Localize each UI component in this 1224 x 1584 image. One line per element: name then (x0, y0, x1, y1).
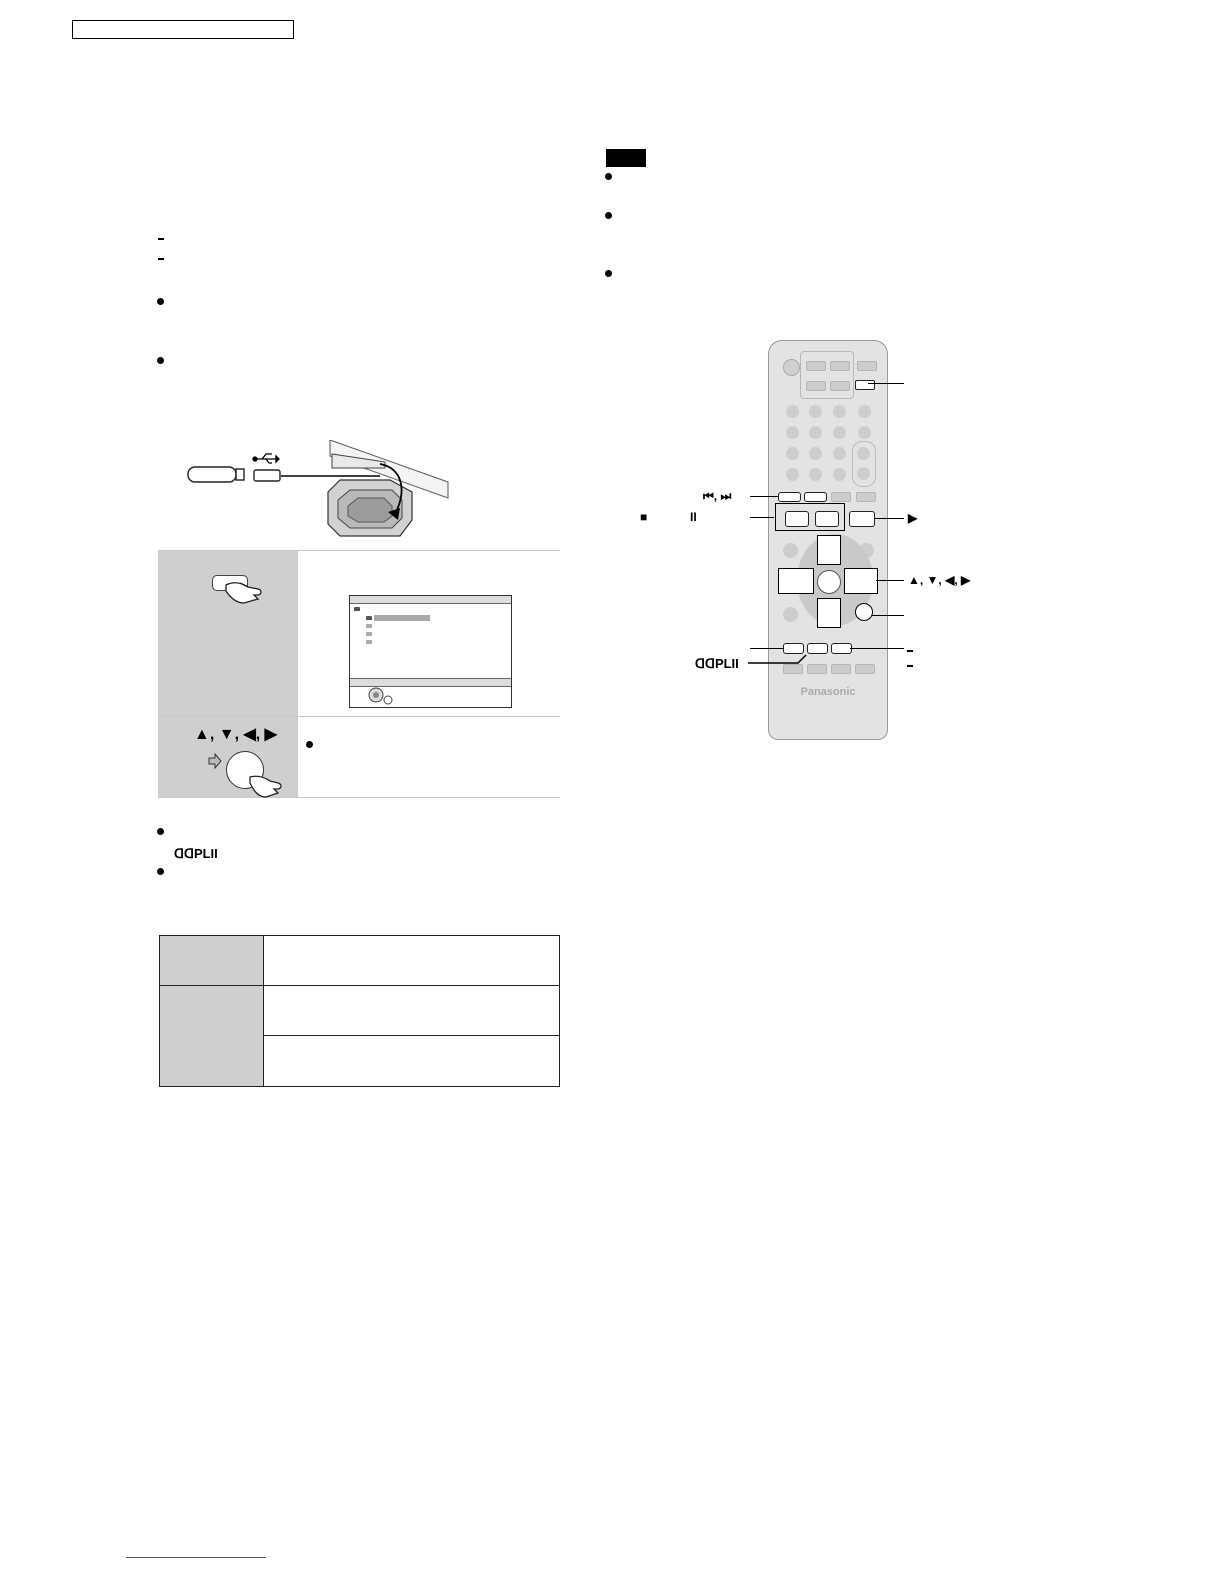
remote-num-7 (833, 426, 846, 439)
note-bullet-1 (605, 173, 612, 180)
remote-num-4 (858, 405, 871, 418)
remote-highlight-button-top (855, 380, 875, 390)
label-cursor: ▲, ▼, ◀, ▶ (908, 573, 971, 587)
remote-skip-next-button (804, 492, 827, 502)
remote-num-9 (786, 447, 799, 460)
remote-control (768, 340, 888, 740)
remote-bottom-btn-1 (783, 643, 804, 654)
osd-root-folder-icon (354, 607, 360, 611)
remote-dash-2 (907, 665, 913, 667)
remote-brand-logo: Panasonic (800, 686, 856, 698)
remote-btn-c (857, 361, 877, 371)
arrow-right-icon (208, 753, 222, 769)
remote-num-12 (786, 468, 799, 481)
remote-play-button (849, 511, 875, 527)
remote-side-btn-1 (783, 543, 798, 558)
usb-stick-body (188, 467, 236, 482)
remote-btn-b (830, 361, 850, 371)
osd-screen (349, 595, 512, 708)
step-1-key-cell (158, 551, 298, 717)
osd-cursor-pad-icon (366, 686, 396, 706)
step-2-bullet (306, 741, 313, 748)
press-hand-icon (224, 579, 266, 605)
leader-bottom-1 (750, 648, 784, 649)
label-dolby: ᗡᗡPLII (695, 656, 739, 671)
info-table (159, 935, 560, 1087)
remote-power-icon (783, 359, 800, 376)
usb-stick-plug (236, 469, 244, 480)
leader-cursor (876, 580, 904, 581)
leader-top-button (868, 383, 904, 384)
remote-side-btn-3 (783, 607, 798, 622)
remote-up-button (817, 535, 841, 565)
dash-marker-2 (158, 258, 164, 260)
remote-vol-down (857, 467, 870, 480)
remote-num-5 (786, 426, 799, 439)
leader-play (874, 518, 904, 519)
remote-dolby-button (807, 643, 828, 654)
remote-volume-rocker (852, 441, 876, 487)
info-table-divider-2 (264, 1035, 559, 1036)
remote-skip-prev-button (778, 492, 801, 502)
remote-bottom-btn-3 (831, 643, 852, 654)
document-id-box (72, 20, 294, 39)
osd-folder-icon-4 (366, 640, 372, 644)
footer-link[interactable] (126, 1557, 266, 1558)
remote-bottom-btn-7 (855, 664, 875, 674)
osd-selected-folder (374, 615, 430, 621)
usb-figure-svg (180, 440, 450, 540)
step-2-key-label: ▲, ▼, ◀, ▶ (194, 726, 277, 743)
remote-num-2 (809, 405, 822, 418)
remote-btn-e (830, 381, 850, 391)
osd-folder-icon-2 (366, 624, 372, 628)
info-table-cell-b (160, 986, 264, 1086)
remote-num-14 (833, 468, 846, 481)
remote-num-3 (833, 405, 846, 418)
usb-icon (253, 454, 279, 463)
leader-return (872, 615, 904, 616)
usb-port-label (254, 470, 280, 481)
leader-bottom-3 (850, 648, 904, 649)
label-play: ▶ (908, 511, 918, 525)
osd-folder-icon-3 (366, 632, 372, 636)
remote-num-8 (858, 426, 871, 439)
remote-ok-button (817, 570, 841, 594)
dolby-pl2-logo: ᗡᗡPLII (174, 846, 218, 861)
remote-dash-1 (907, 650, 913, 652)
remote-left-button (778, 568, 814, 594)
leader-dolby (748, 654, 810, 668)
press-hand-icon-2 (248, 773, 284, 799)
osd-folder-icon-1 (366, 616, 372, 620)
remote-rewind (831, 492, 851, 502)
remote-num-11 (833, 447, 846, 460)
remote-right-button (844, 568, 878, 594)
label-stop: ■ (640, 510, 648, 524)
dash-marker-1 (158, 238, 164, 240)
remote-num-6 (809, 426, 822, 439)
leader-skip (750, 496, 778, 497)
remote-pause-button (815, 511, 839, 527)
note-bullet-2 (605, 212, 612, 219)
label-pause: II (690, 510, 697, 524)
osd-title-bar (350, 596, 511, 604)
label-skip: ⏮, ⏭ (703, 489, 732, 503)
step-2-key-cell (158, 717, 298, 797)
note-tag (606, 149, 646, 167)
usb-connection-figure (180, 440, 450, 540)
remote-ffwd (856, 492, 876, 502)
remote-num-0 (809, 447, 822, 460)
bullet-1 (157, 298, 164, 305)
remote-down-button (817, 598, 841, 628)
remote-num-1 (786, 405, 799, 418)
remote-return-button (855, 603, 873, 621)
remote-stop-button (785, 511, 809, 527)
remote-bottom-btn-5 (807, 664, 827, 674)
step-row-2 (158, 716, 560, 798)
remote-bottom-btn-6 (831, 664, 851, 674)
bullet-2 (157, 357, 164, 364)
bullet-3 (157, 828, 164, 835)
bullet-4 (157, 868, 164, 875)
remote-vol-up (857, 447, 870, 460)
remote-btn-a (806, 361, 826, 371)
remote-btn-d (806, 381, 826, 391)
remote-top-group (800, 351, 854, 399)
info-table-cell-a (160, 936, 264, 985)
leader-stop-pause (750, 517, 774, 518)
note-bullet-3 (605, 270, 612, 277)
remote-num-13 (809, 468, 822, 481)
